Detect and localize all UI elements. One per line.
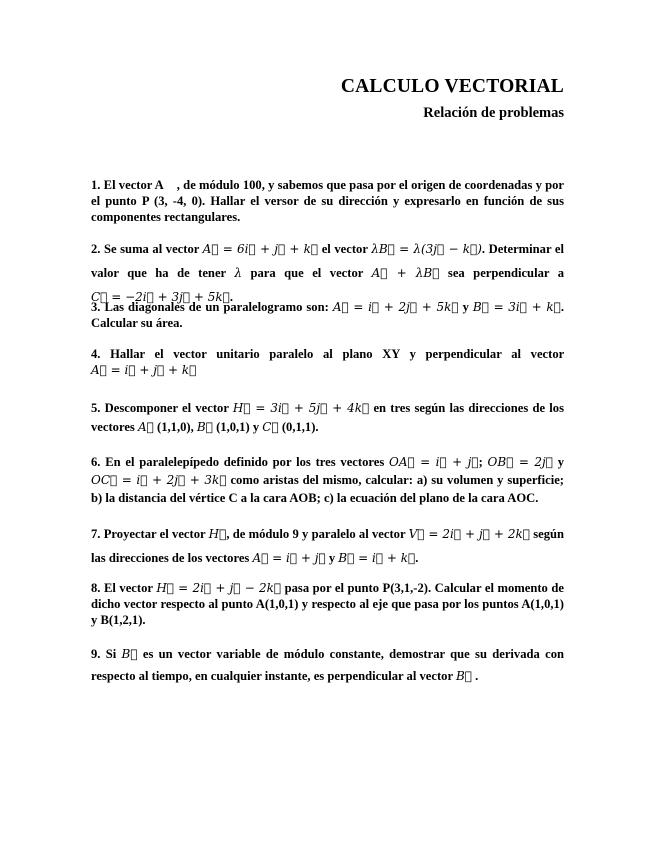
problem-5-text-d: (1,0,1) y <box>216 420 260 434</box>
problem-7 <box>91 522 564 570</box>
problem-7-math-b: V⃗ = 2i⃗ + j⃗ + 2k⃗ <box>408 527 530 541</box>
problem-3-text-b: y <box>462 300 469 314</box>
problem-6-math-c: OC⃗ = i⃗ + 2j⃗ + 3k⃗ <box>91 473 227 487</box>
problem-2-text-c: . Determinar el valor que ha de tener <box>91 242 564 280</box>
problem-2-math-e: C⃗ = −2i⃗ + 3j⃗ + 5k⃗ <box>91 290 230 304</box>
problem-7-math-d: B⃗ = i⃗ + k⃗ <box>338 551 416 565</box>
problem-2-text-d: para que el vector <box>250 266 364 280</box>
problem-6-math-a: OA⃗ = i⃗ + j⃗ <box>389 455 479 469</box>
problem-2-math-d: A⃗ + λB⃗ <box>371 266 440 280</box>
problem-6-text-a: 6. En el paralelepípedo definido por los tres vectores <box>91 455 385 469</box>
problem-7-math-c: A⃗ = i⃗ + j⃗ <box>252 551 326 565</box>
problem-2-text-a: 2. Se suma al vector <box>91 242 200 256</box>
problem-5-text-a: 5. Descomponer el vector <box>91 401 229 415</box>
problem-5-math-d: C⃗ <box>262 420 279 434</box>
problem-5-text-c: (1,1,0), <box>157 420 194 434</box>
problem-3-text-a: 3. Las diagonales de un paralelogramo son: <box>91 300 329 314</box>
problem-8-text-a: 8. El vector <box>91 581 153 595</box>
problem-2-math-a: A⃗ = 6i⃗ + j⃗ + k⃗ <box>202 242 319 256</box>
problem-9-text-b: es un vector variable de módulo constante, demostrar que su derivada con respecto al tiempo, en cualquier instante, es perpendicular al vector <box>91 647 564 683</box>
problem-3-text-c: . Calcular su área. <box>91 300 564 330</box>
problem-4 <box>91 346 564 378</box>
page-title: CALCULO VECTORIAL <box>340 76 564 97</box>
page-subtitle: Relación de problemas <box>423 105 564 121</box>
problem-4-math-a: A⃗ = i⃗ + j⃗ + k⃗ <box>91 363 197 377</box>
problem-8-math-a: H⃗ = 2i⃗ + j⃗ − 2k⃗ <box>156 581 282 595</box>
problem-2-math-c: λ <box>234 266 242 280</box>
problem-3 <box>91 299 564 331</box>
problem-6-text-c: y <box>557 455 564 469</box>
problem-5-math-a: H⃗ = 3i⃗ + 5j⃗ + 4k⃗ <box>232 401 370 415</box>
problem-7-text-c: según las direcciones de los vectores <box>91 527 565 565</box>
problem-9-math-a: B⃗ <box>121 647 138 661</box>
problem-4-text-a: 4. Hallar el vector unitario paralelo al plano XY y perpendicular al vector <box>91 347 564 361</box>
problem-5-text-e: (0,1,1). <box>281 420 319 434</box>
problem-2-text-b: el vector <box>321 242 368 256</box>
problem-1-text: 1. El vector A⃗ , de módulo 100, y sabemos que pasa por el origen de coordenadas y por el punto P (3, -4, 0). Hallar el versor de su dirección y expresarlo en función de sus componentes rectangulares. <box>91 178 564 224</box>
problem-7-text-d: y <box>328 551 336 565</box>
problem-6 <box>91 453 564 507</box>
problem-8-text-b: pasa por el punto P(3,1,-2). Calcular el momento de dicho vector respecto al punto A(1,0,1) y respecto al eje que pasa por los puntos A(1,0,1) y B(1,2,1). <box>91 581 564 627</box>
problem-6-text-b: ; <box>478 455 483 469</box>
problem-3-math-b: B⃗ = 3i⃗ + k⃗ <box>472 300 561 314</box>
problem-1 <box>91 177 564 225</box>
problem-9-text-a: 9. Si <box>91 647 117 661</box>
problem-5 <box>91 399 564 437</box>
problem-2-math-b: λB⃗ = λ(3j⃗ − k⃗) <box>371 242 482 256</box>
problem-5-text-b: en tres según las direcciones de los vectores <box>91 401 564 434</box>
problem-5-math-c: B⃗ <box>196 420 213 434</box>
problem-5-math-b: A⃗ <box>137 420 154 434</box>
problem-6-math-b: OB⃗ = 2j⃗ <box>487 455 553 469</box>
problem-3-math-a: A⃗ = i⃗ + 2j⃗ + 5k⃗ <box>332 300 459 314</box>
problem-7-text-b: , de módulo 9 y paralelo al vector <box>226 527 406 541</box>
problem-2-text-f: . <box>229 290 233 304</box>
problem-7-text-a: 7. Proyectar el vector <box>91 527 206 541</box>
problem-9-math-b: B⃗ <box>455 669 472 683</box>
problem-9 <box>91 643 564 687</box>
problem-7-math-a: H⃗ <box>208 527 227 541</box>
problem-8 <box>91 580 564 628</box>
problem-7-text-e: . <box>415 551 419 565</box>
problem-2-text-e: sea perpendicular a <box>447 266 564 280</box>
problem-6-text-d: como aristas del mismo, calcular: a) su volumen y superficie; b) la distancia del vértice C a la cara AOB; c) la ecuación del plano de la cara AOC. <box>91 473 565 505</box>
problem-9-text-c: . <box>475 669 479 683</box>
